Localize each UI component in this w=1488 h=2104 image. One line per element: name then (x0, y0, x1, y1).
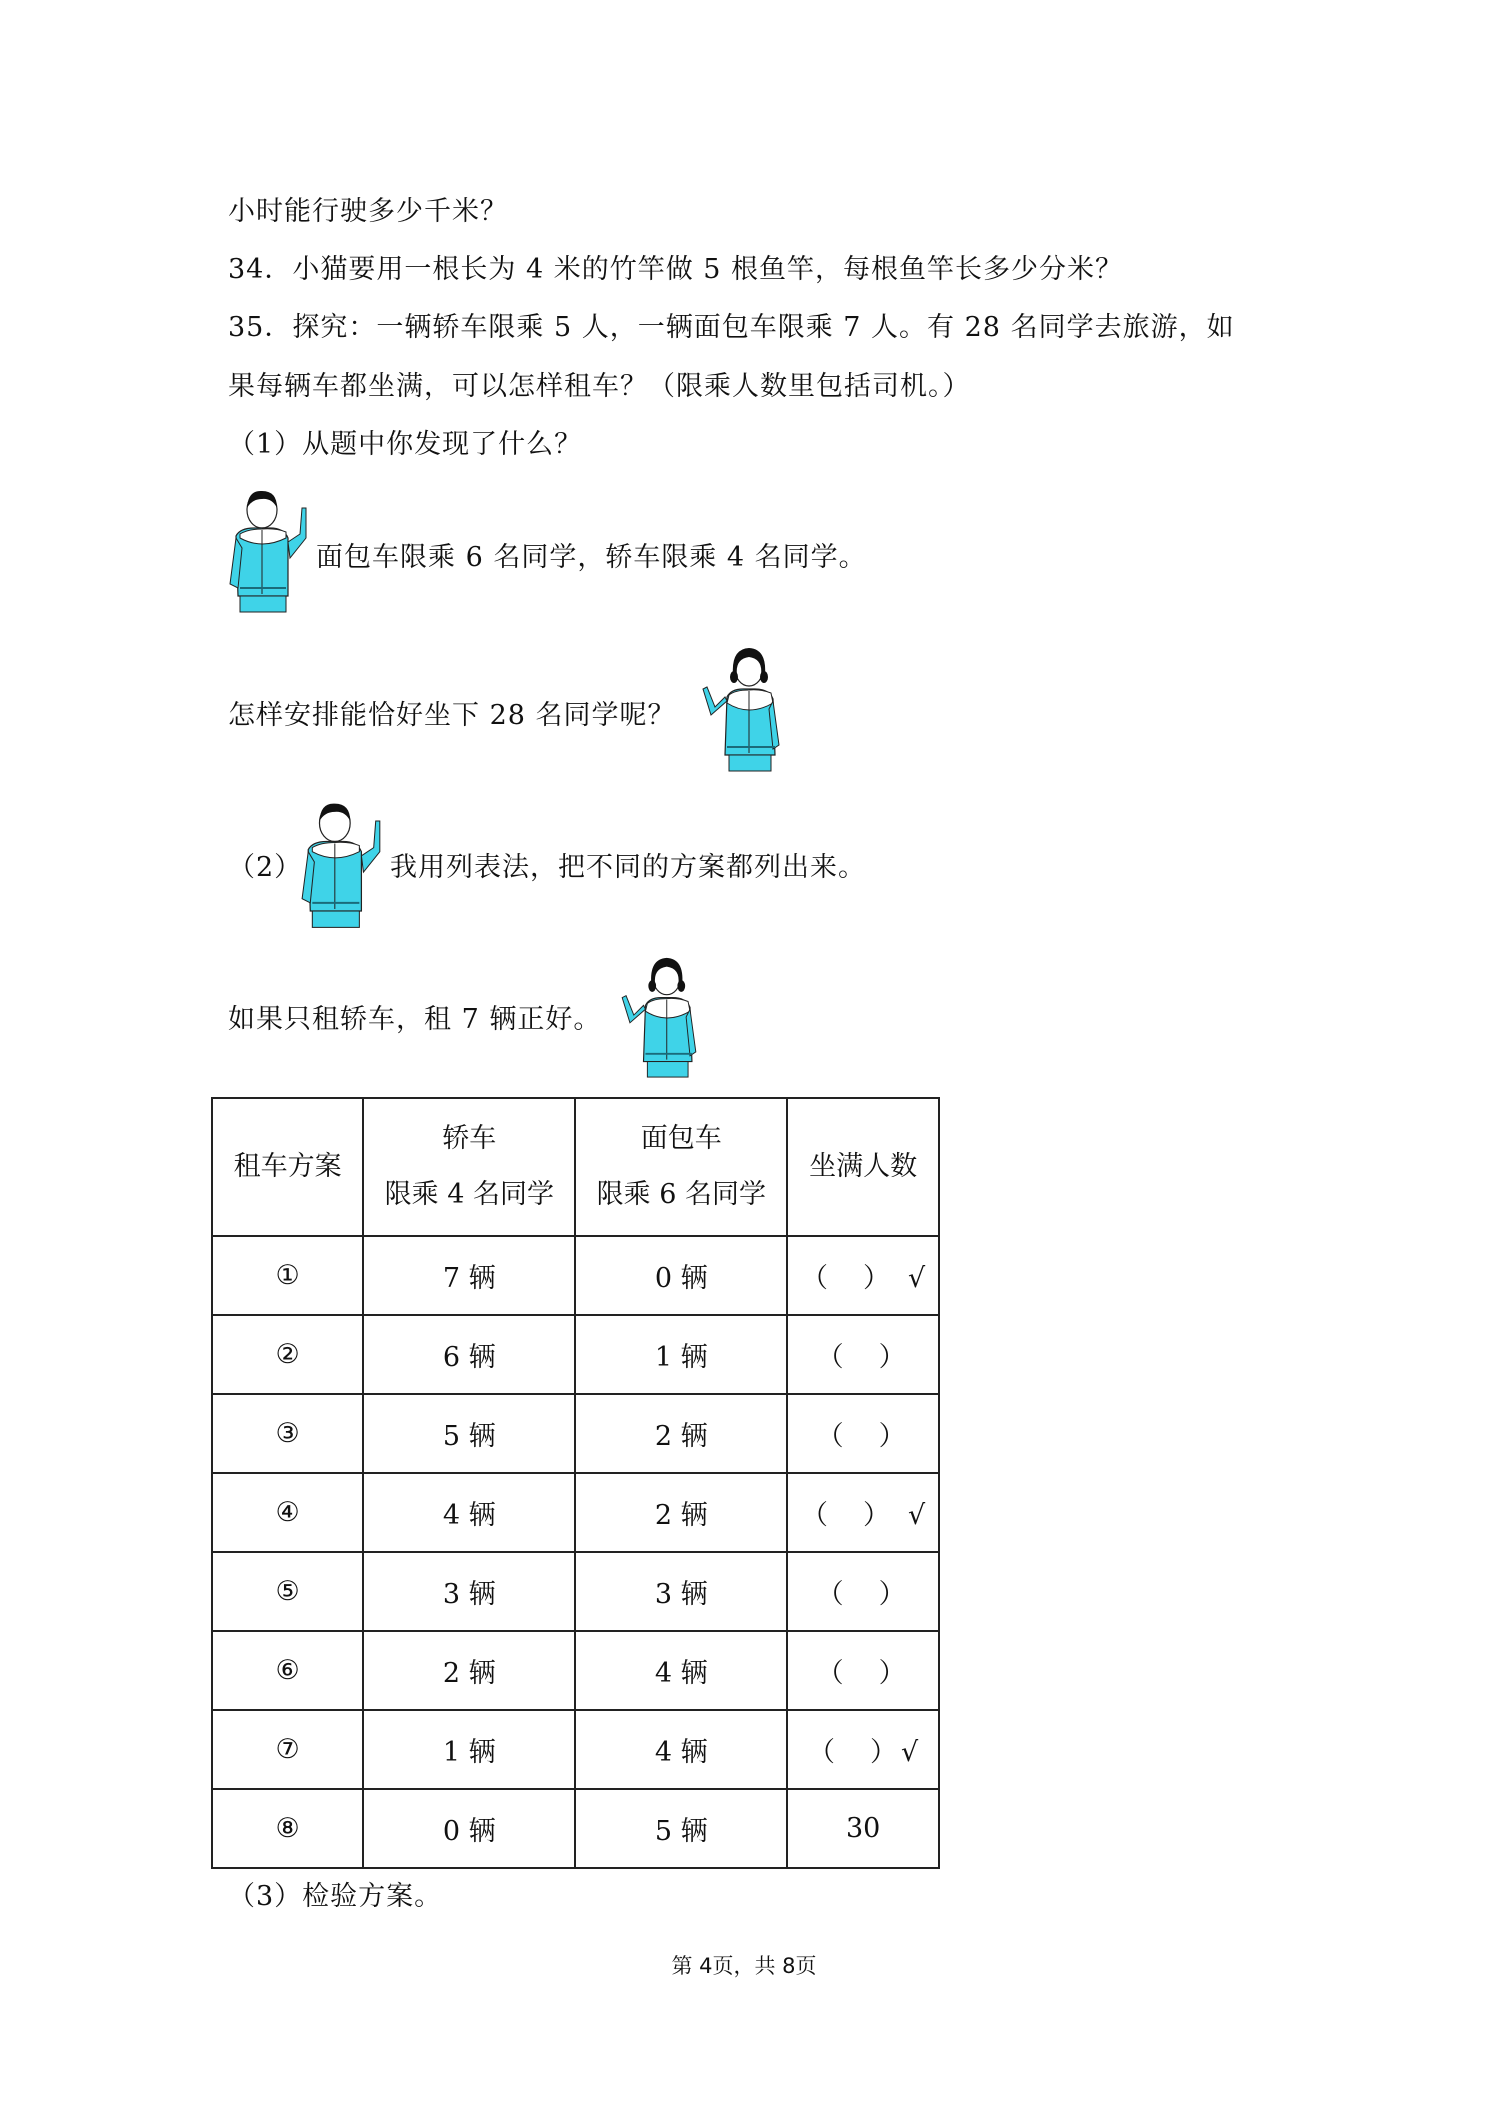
car-count: 1 辆 (363, 1710, 575, 1789)
check-mark-icon: √ (901, 1737, 919, 1768)
van-count: 1 辆 (575, 1315, 787, 1394)
header-total: 坐满人数 (787, 1098, 939, 1236)
check-mark-icon: √ (908, 1263, 926, 1294)
boy-figure-icon (226, 488, 314, 614)
plan-number: ③ (212, 1394, 363, 1473)
question-35-line-2: 果每辆车都坐满，可以怎样租车？（限乘人数里包括司机。） (228, 371, 971, 402)
check-mark-icon: √ (908, 1500, 926, 1531)
van-count: 3 辆 (575, 1552, 787, 1631)
part-2-label: （2） (228, 852, 303, 883)
car-count: 6 辆 (363, 1315, 575, 1394)
plan-number: ④ (212, 1473, 363, 1552)
answer-blank[interactable]: （ ） (816, 1421, 910, 1452)
table-row (212, 1473, 939, 1552)
total-cell[interactable] (787, 1710, 939, 1789)
answer-blank[interactable]: （ ） (808, 1737, 902, 1768)
answer-blank[interactable]: （ ） (801, 1500, 895, 1531)
plan-number: ② (212, 1315, 363, 1394)
total-cell: 30 (787, 1789, 939, 1868)
answer-blank[interactable]: （ ） (816, 1579, 910, 1610)
table-row (212, 1710, 939, 1789)
van-count: 5 辆 (575, 1789, 787, 1868)
plan-number: ⑧ (212, 1789, 363, 1868)
table-row (212, 1552, 939, 1631)
van-count: 2 辆 (575, 1473, 787, 1552)
girl-2-speech: 如果只租轿车，租 7 辆正好。 (228, 1004, 602, 1035)
car-count: 2 辆 (363, 1631, 575, 1710)
table-row (212, 1394, 939, 1473)
girl-illustration-icon (697, 645, 785, 773)
plan-number: ① (212, 1236, 363, 1315)
plan-number: ⑥ (212, 1631, 363, 1710)
girl-figure-icon (697, 645, 785, 773)
question-35-line-1: 35．探究：一辆轿车限乘 5 人，一辆面包车限乘 7 人。有 28 名同学去旅游，如 (228, 312, 1235, 343)
answer-blank[interactable]: （ ） (816, 1342, 910, 1373)
plan-number: ⑦ (212, 1710, 363, 1789)
part-3-prompt: （3）检验方案。 (228, 1881, 443, 1912)
header-van: 面包车 限乘 6 名同学 (575, 1098, 787, 1236)
girl-illustration-icon (616, 955, 702, 1079)
car-count: 5 辆 (363, 1394, 575, 1473)
table-row (212, 1315, 939, 1394)
total-cell[interactable] (787, 1631, 939, 1710)
table-row (212, 1236, 939, 1315)
car-count: 4 辆 (363, 1473, 575, 1552)
boy-illustration-icon (226, 488, 314, 614)
table-header-row (212, 1098, 939, 1236)
answer-blank[interactable]: （ ） (816, 1658, 910, 1689)
answer-blank[interactable]: （ ） (801, 1263, 895, 1294)
plan-number: ⑤ (212, 1552, 363, 1631)
total-cell[interactable] (787, 1552, 939, 1631)
part-1-prompt: （1）从题中你发现了什么？ (228, 429, 583, 460)
rental-plan-table (211, 1097, 940, 1869)
car-count: 3 辆 (363, 1552, 575, 1631)
total-cell[interactable] (787, 1236, 939, 1315)
boy-1-speech: 面包车限乘 6 名同学，轿车限乘 4 名同学。 (316, 542, 867, 573)
table-row (212, 1789, 939, 1868)
van-count: 0 辆 (575, 1236, 787, 1315)
car-count: 7 辆 (363, 1236, 575, 1315)
header-plan: 租车方案 (212, 1098, 363, 1236)
girl-figure-icon (616, 955, 702, 1079)
van-count: 4 辆 (575, 1710, 787, 1789)
page-footer: 第 4页，共 8页 (671, 1954, 817, 1978)
question-34: 34．小猫要用一根长为 4 米的竹竿做 5 根鱼竿，每根鱼竿长多少分米？ (228, 254, 1124, 285)
question-33-tail: 小时能行驶多少千米？ (228, 196, 508, 227)
total-cell[interactable] (787, 1394, 939, 1473)
total-cell[interactable] (787, 1473, 939, 1552)
boy-2-speech: 我用列表法，把不同的方案都列出来。 (390, 852, 866, 883)
van-count: 4 辆 (575, 1631, 787, 1710)
van-count: 2 辆 (575, 1394, 787, 1473)
header-car: 轿车 限乘 4 名同学 (363, 1098, 575, 1236)
car-count: 0 辆 (363, 1789, 575, 1868)
table-row (212, 1631, 939, 1710)
girl-1-speech: 怎样安排能恰好坐下 28 名同学呢？ (228, 700, 676, 731)
total-cell[interactable] (787, 1315, 939, 1394)
boy-figure-icon (298, 800, 388, 930)
boy-illustration-icon (298, 800, 388, 930)
